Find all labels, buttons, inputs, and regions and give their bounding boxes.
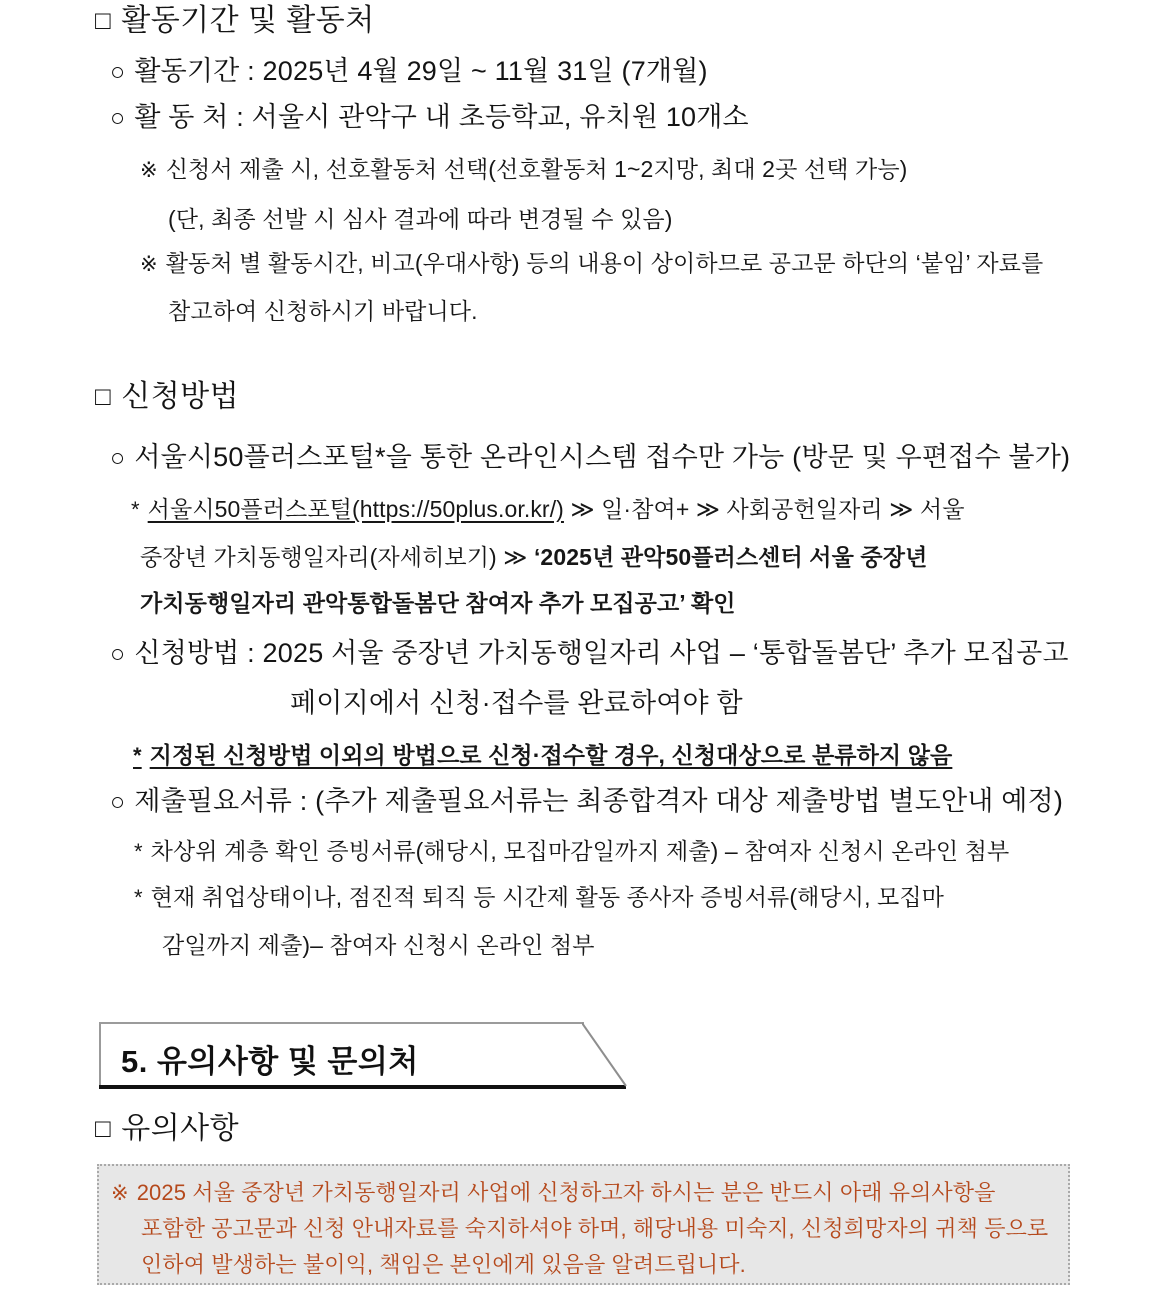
portal-path-line-1-rest: ≫ 일·참여+ ≫ 사회공헌일자리 ≫ 서울 <box>563 496 965 522</box>
caution-notice-line-1 <box>111 1182 996 1204</box>
asterisk-bullet-icon: * <box>134 885 143 910</box>
circle-bullet-icon: ○ <box>110 444 126 472</box>
section-banner-cautions-contacts <box>99 1022 626 1089</box>
activity-place-text: 활 동 처 : 서울시 관악구 내 초등학교, 유치원 10개소 <box>134 102 749 132</box>
square-bullet-icon: □ <box>95 1113 112 1143</box>
apply-page-text-line-1: 신청방법 : 2025 서울 중장년 가치동행일자리 사업 – ‘통합돌봄단’ 추가 모집공고 <box>134 638 1069 668</box>
caution-notice-box <box>97 1164 1070 1285</box>
caution-notice-line-3-text: 인하여 발생하는 불이익, 책임은 본인에게 있음을 알려드립니다. <box>141 1252 746 1277</box>
portal-path-line-3 <box>140 592 736 615</box>
reference-mark-icon: ※ <box>111 1182 129 1205</box>
list-item-activity-duration <box>110 58 708 85</box>
portal-path-line-2-bold: ‘2025년 관악50플러스센터 서울 중장년 <box>533 544 928 570</box>
list-item-apply-page <box>110 640 1069 667</box>
list-item-activity-place <box>110 104 749 131</box>
document-item-low-income <box>134 840 1009 863</box>
heading-application-method-label: 신청방법 <box>121 380 240 413</box>
heading-cautions-label: 유의사항 <box>121 1112 240 1145</box>
note-preferred-place-continued <box>168 208 672 231</box>
note-place-details-text: 활동처 별 활동시간, 비고(우대사항) 등의 내용이 상이하므로 공고문 하단의 ‘붙임’ 자료를 <box>165 250 1044 276</box>
activity-duration-text: 활동기간 : 2025년 4월 29일 ~ 11월 31일 (7개월) <box>134 56 708 86</box>
warning-application-method-text: 지정된 신청방법 이외의 방법으로 신청·접수할 경우, 신청대상으로 분류하지 않음 <box>149 742 953 768</box>
document-item-part-time <box>134 886 944 909</box>
reference-mark-icon: ※ <box>140 159 158 182</box>
banner-left-rule <box>99 1022 101 1089</box>
heading-cautions <box>95 1114 239 1144</box>
portal-url-link[interactable]: 서울시50플러스포털(https://50plus.or.kr/) <box>147 496 564 522</box>
square-bullet-icon: □ <box>95 5 112 35</box>
heading-activity-period-label: 활동기간 및 활동처 <box>121 4 375 37</box>
note-place-details-continued <box>168 300 478 323</box>
banner-diagonal-rule <box>582 1022 628 1088</box>
note-place-details <box>140 252 1043 275</box>
portal-path-line-3-text: 가치동행일자리 관악통합돌봄단 참여자 추가 모집공고’ 확인 <box>140 590 736 616</box>
caution-notice-line-2-text: 포함한 공고문과 신청 안내자료를 숙지하셔야 하며, 해당내용 미숙지, 신청희망자의 귀책 등으로 <box>141 1216 1049 1241</box>
heading-activity-period <box>95 6 375 36</box>
warning-application-method <box>133 744 952 767</box>
heading-application-method <box>95 382 239 412</box>
asterisk-bullet-icon: * <box>131 497 140 522</box>
list-item-required-documents <box>110 788 1063 815</box>
document-item-part-time-continued <box>162 934 595 957</box>
circle-bullet-icon: ○ <box>110 788 126 816</box>
asterisk-bullet-icon: * <box>133 743 142 768</box>
required-documents-text: 제출필요서류 : (추가 제출필요서류는 최종합격자 대상 제출방법 별도안내 예정) <box>134 786 1064 816</box>
circle-bullet-icon: ○ <box>110 104 126 132</box>
document-item-part-time-text: 현재 취업상태이나, 점진적 퇴직 등 시간제 활동 종사자 증빙서류(해당시, 모집마 <box>150 884 944 910</box>
portal-path-line-1 <box>131 498 965 521</box>
note-preferred-place <box>140 158 907 181</box>
circle-bullet-icon: ○ <box>110 58 126 86</box>
asterisk-bullet-icon: * <box>134 839 143 864</box>
portal-path-line-2 <box>140 546 927 569</box>
list-item-online-only <box>110 444 1070 471</box>
caution-notice-line-1-text: 2025 서울 중장년 가치동행일자리 사업에 신청하고자 하시는 분은 반드시 아래 유의사항을 <box>136 1180 996 1205</box>
apply-page-text-line-2: 페이지에서 신청·접수를 완료하여야 함 <box>290 688 743 718</box>
portal-path-line-2-plain: 중장년 가치동행일자리(자세히보기) ≫ <box>140 544 534 570</box>
note-place-details-continued-text: 참고하여 신청하시기 바랍니다. <box>168 298 478 324</box>
document-item-part-time-continued-text: 감일까지 제출)– 참여자 신청시 온라인 첨부 <box>162 932 595 958</box>
online-only-text: 서울시50플러스포털*을 통한 온라인시스템 접수만 가능 (방문 및 우편접수 불가) <box>134 442 1071 472</box>
reference-mark-icon: ※ <box>140 253 158 276</box>
square-bullet-icon: □ <box>95 381 112 411</box>
circle-bullet-icon: ○ <box>110 640 126 668</box>
note-preferred-place-text: 신청서 제출 시, 선호활동처 선택(선호활동처 1~2지망, 최대 2곳 선택 가능) <box>165 156 908 182</box>
apply-page-line-2 <box>290 690 743 717</box>
section-banner-title: 5. 유의사항 및 문의처 <box>121 1044 419 1079</box>
caution-notice-line-3 <box>141 1254 746 1276</box>
banner-top-rule <box>99 1022 584 1024</box>
caution-notice-line-2 <box>141 1218 1048 1240</box>
banner-bottom-rule <box>99 1085 626 1089</box>
note-preferred-place-continued-text: (단, 최종 선발 시 심사 결과에 따라 변경될 수 있음) <box>168 206 673 232</box>
document-item-low-income-text: 차상위 계층 확인 증빙서류(해당시, 모집마감일까지 제출) – 참여자 신청시 온라인 첨부 <box>150 838 1010 864</box>
